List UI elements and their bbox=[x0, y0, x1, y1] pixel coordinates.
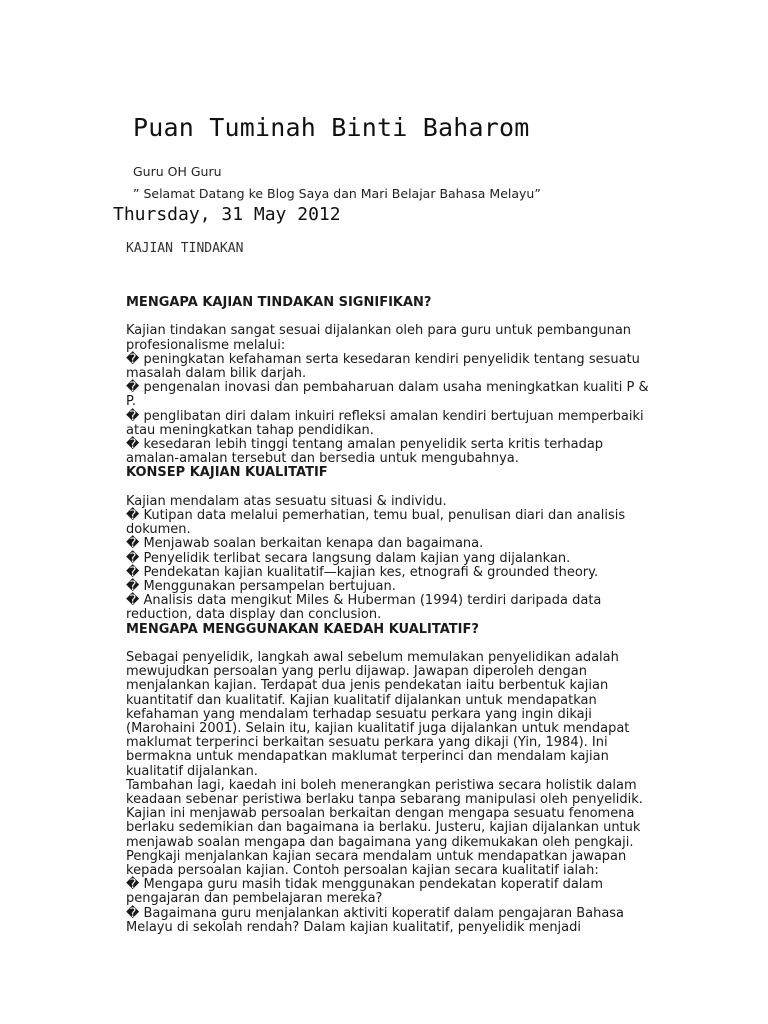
paragraph: Tambahan lagi, kaedah ini boleh menerangkan peristiwa secara holistik dalam keadaan sebenar peristiwa berlaku tanpa sebarang manipulasi oleh penyelidik. Kajian ini menjawab persoalan berkaitan dengan mengapa sesuatu fenomena berlaku sedemikian dan bagaimana ia berlaku. Justeru, kajian dijalankan untuk menjawab soalan mengapa dan bagaimana yang dikemukakan oleh pengkaji. Pengkaji menjalankan kajian secara mendalam untuk mendapatkan jawapan kepada persoalan kajian. Contoh persoalan kajian secara kualitatif ialah: bbox=[126, 777, 643, 879]
blog-title: Puan Tuminah Binti Baharom bbox=[133, 113, 530, 142]
bullet-item: � Pendekatan kajian kualitatif—kajian kes, etnografi & grounded theory. bbox=[126, 564, 599, 580]
bullet-item: � Analisis data mengikut Miles & Huberman (1994) terdiri daripada data reduction, data display dan conclusion. bbox=[126, 593, 602, 623]
blog-description: ” Selamat Datang ke Blog Saya dan Mari Belajar Bahasa Melayu” bbox=[133, 186, 541, 201]
bullet-item: � Menjawab soalan berkaitan kenapa dan bagaimana. bbox=[126, 536, 484, 552]
bullet-item: � Bagaimana guru menjalankan aktiviti koperatif dalam pengajaran Bahasa Melayu di sekolah rendah? Dalam kajian kualitatif, penyelidik menjadi bbox=[126, 905, 625, 935]
paragraph: Kajian tindakan sangat sesuai dijalankan oleh para guru untuk pembangunan profesionalisme melalui: bbox=[126, 323, 632, 353]
bullet-item: � Penyelidik terlibat secara langsung dalam kajian yang dijalankan. bbox=[126, 550, 571, 566]
section-heading: MENGAPA KAJIAN TINDAKAN SIGNIFIKAN? bbox=[126, 295, 432, 310]
post-title: KAJIAN TINDAKAN bbox=[126, 241, 244, 256]
paragraph: Sebagai penyelidik, langkah awal sebelum memulakan penyelidikan adalah mewujudkan persoalan yang perlu dijawap. Jawapan diperoleh dengan menjalankan kajian. Terdapat dua jenis pendekatan iaitu berbentuk kajian kuantitatif dan kualitatif. Kajian kualitatif dijalankan untuk mendapatkan kefahaman yang mendalam terhadap sesuatu perkara yang ingin dikaji (Marohaini 2001). Selain itu, kajian kualitatif juga dijalankan untuk mendapat maklumat terperinci berkaitan sesuatu perkara yang dikaji (Yin, 1984). Ini bermakna untuk mendapatkan maklumat terperinci dan mendalam kajian kualitatif dijalankan. bbox=[126, 650, 630, 779]
section-heading: MENGAPA MENGGUNAKAN KAEDAH KUALITATIF? bbox=[126, 621, 479, 637]
bullet-item: � pengenalan inovasi dan pembaharuan dalam usaha meningkatkan kualiti P & P. bbox=[126, 380, 649, 410]
bullet-item: � kesedaran lebih tinggi tentang amalan penyelidik serta kritis terhadap amalan-amalan tersebut dan bersedia untuk mengubahnya. bbox=[126, 437, 604, 467]
bullet-item: � Mengapa guru masih tidak menggunakan pendekatan koperatif dalam pengajaran dan pembelajaran mereka? bbox=[126, 877, 604, 907]
section-heading: KONSEP KAJIAN KUALITATIF bbox=[126, 465, 328, 481]
bullet-item: � peningkatan kefahaman serta kesedaran kendiri penyelidik tentang sesuatu masalah dalam bilik darjah. bbox=[126, 351, 640, 381]
blog-subtitle: Guru OH Guru bbox=[133, 164, 222, 179]
post-body bbox=[126, 296, 656, 935]
post-date: Thursday, 31 May 2012 bbox=[113, 204, 341, 225]
bullet-item: � penglibatan diri dalam inkuiri refleksi amalan kendiri bertujuan memperbaiki atau meningkatkan tahap pendidikan. bbox=[126, 408, 644, 438]
bullet-item: � Kutipan data melalui pemerhatian, temu bual, penulisan diari dan analisis dokumen. bbox=[126, 508, 626, 538]
paragraph: Kajian mendalam atas sesuatu situasi & individu. bbox=[126, 493, 447, 509]
bullet-item: � Menggunakan persampelan bertujuan. bbox=[126, 579, 396, 595]
